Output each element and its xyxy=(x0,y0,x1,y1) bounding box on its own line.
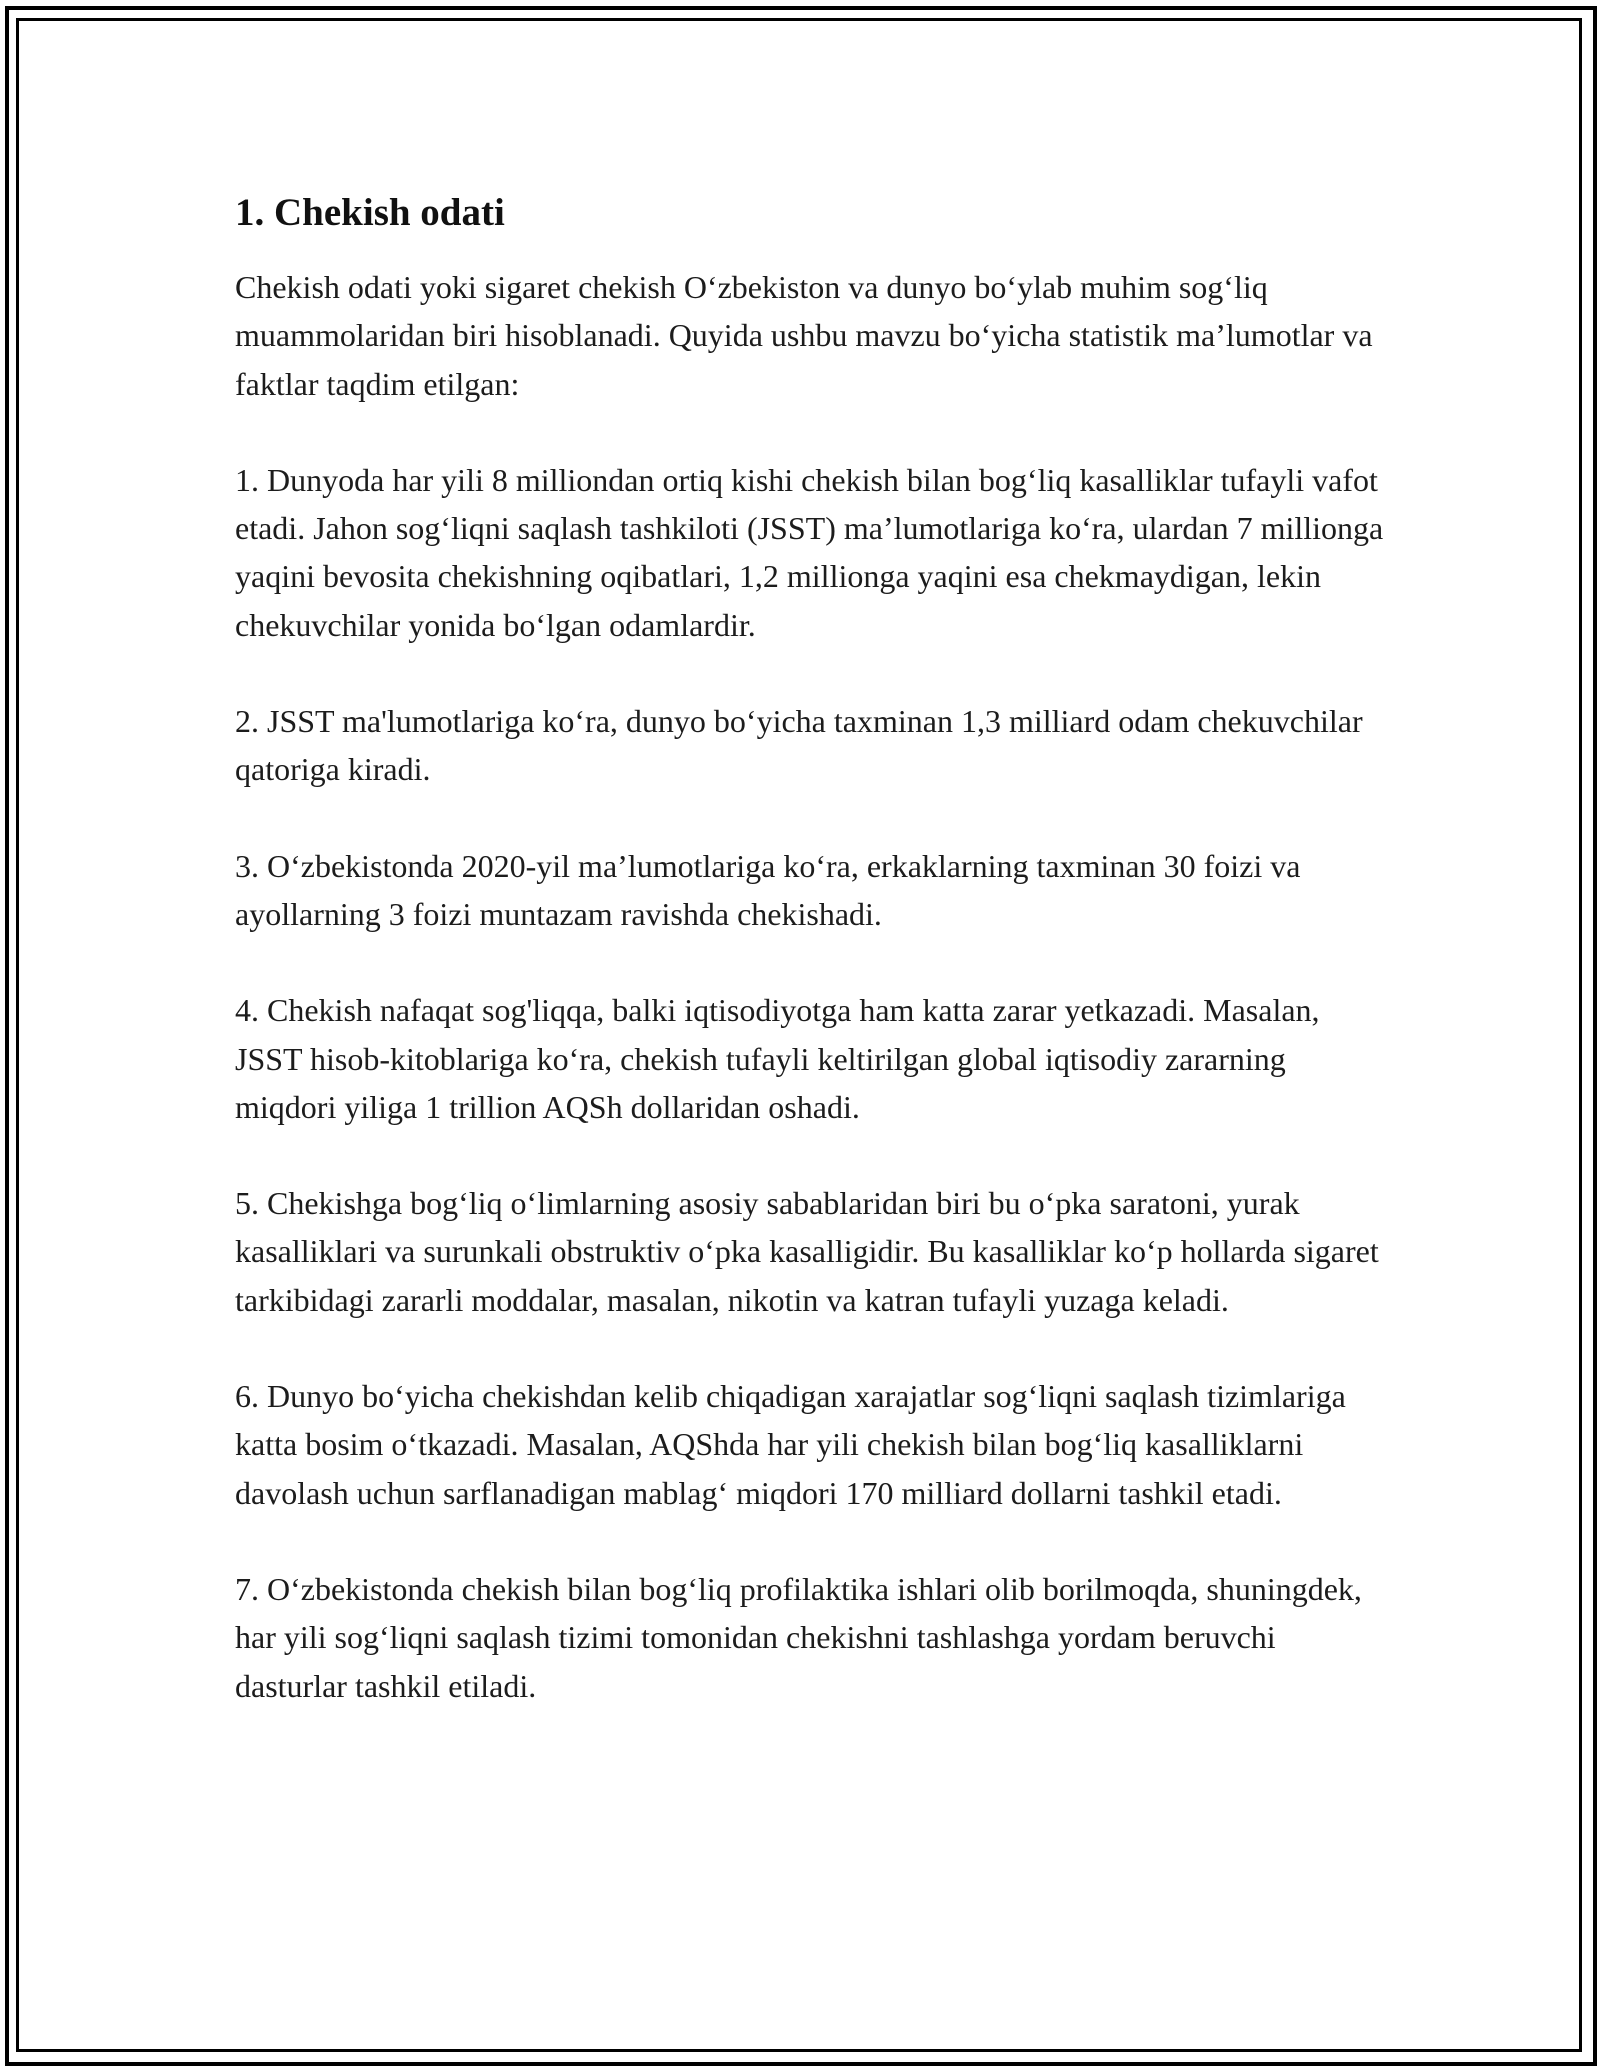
section-heading: 1. Chekish odati xyxy=(235,191,505,234)
fact-item-5: 5. Chekishga bog‘liq o‘limlarning asosiy sabablaridan biri bu o‘pka saratoni, yurak kasalliklari va surunkali obstruktiv o‘pka kasalligidir. Bu kasalliklar ko‘p hollarda sigaret tarkibidagi zararli moddalar, masalan, nikotin va katran tufayli yuzaga keladi. xyxy=(235,1185,1379,1318)
fact-item-3: 3. O‘zbekistonda 2020-yil ma’lumotlariga ko‘ra, erkaklarning taxminan 30 foizi va ayollarning 3 foizi muntazam ravishda chekishadi. xyxy=(235,847,1301,932)
fact-item-7: 7. O‘zbekistonda chekish bilan bog‘liq profilaktika ishlari olib borilmoqda, shuningdek, har yili sog‘liqni saqlash tizimi tomonidan chekishni tashlashga yordam beruvchi dasturlar tashkil etiladi. xyxy=(235,1570,1362,1704)
fact-item-1: 1. Dunyoda har yili 8 milliondan ortiq kishi chekish bilan bog‘liq kasalliklar tufayli vafot etadi. Jahon sog‘liqni saqlash tashkiloti (JSST) ma’lumotlariga ko‘ra, ulardan 7 millionga yaqini bevosita chekishning oqibatlari, 1,2 millionga yaqini esa chekmaydigan, lekin chekuvchilar yonida bo‘lgan odamlardir. xyxy=(235,461,1384,643)
facts-list xyxy=(235,456,1385,1710)
intro-paragraph: Chekish odati yoki sigaret chekish O‘zbekiston va dunyo bo‘ylab muhim sog‘liq muammolaridan biri hisoblanadi. Quyida ushbu mavzu bo‘yicha statistik ma’lumotlar va faktlar taqdim etilgan: xyxy=(235,269,1373,402)
fact-item-2: 2. JSST ma'lumotlariga ko‘ra, dunyo bo‘yicha taxminan 1,3 milliard odam chekuvchilar qatoriga kiradi. xyxy=(235,703,1363,788)
fact-item-6: 6. Dunyo bo‘yicha chekishdan kelib chiqadigan xarajatlar sog‘liqni saqlash tizimlariga katta bosim o‘tkazadi. Masalan, AQShda har yili chekish bilan bog‘liq kasalliklarni davolash uchun sarflanadigan mablag‘ miqdori 170 milliard dollarni tashkil etadi. xyxy=(235,1378,1346,1511)
document-page xyxy=(235,188,1385,1758)
fact-item-4: 4. Chekish nafaqat sog'liqqa, balki iqtisodiyotga ham katta zarar yetkazadi. Masalan, JSST hisob-kitoblariga ko‘ra, chekish tufayli keltirilgan global iqtisodiy zararning miqdori yiliga 1 trillion AQSh dollaridan oshadi. xyxy=(235,992,1320,1125)
